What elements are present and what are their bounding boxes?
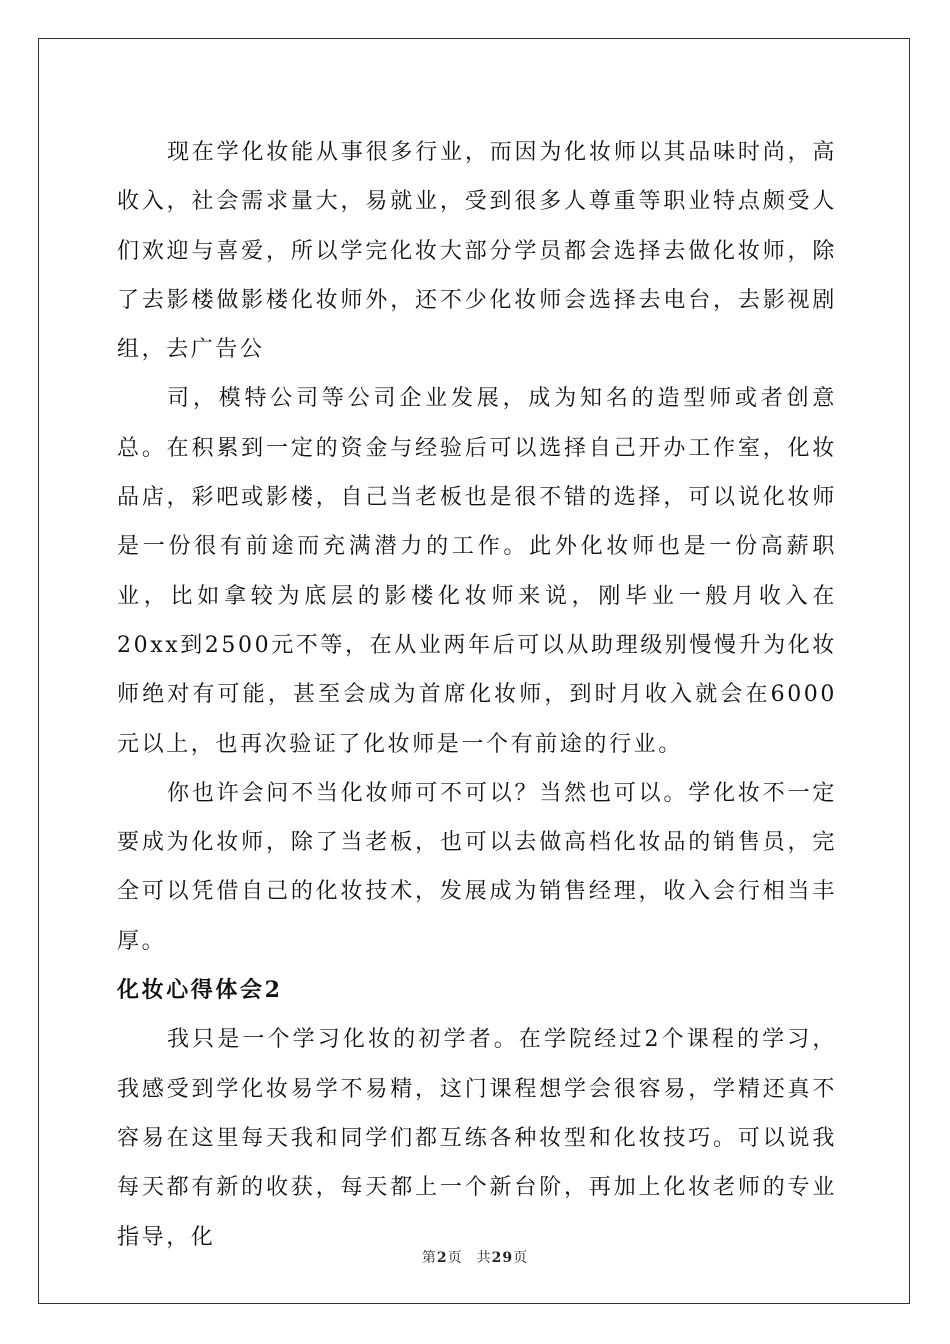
text-line: 在从业两年后可以从助理级别慢慢升为化妆师绝对有可能，甚至会成 <box>117 632 838 708</box>
paragraph-4 <box>117 1015 837 1261</box>
page-number: 2 <box>436 1250 448 1266</box>
paragraph-2 <box>117 374 837 768</box>
text-line: 为首席化妆师，到时月收入就会在6000元以上，也再次验证了化妆 <box>117 682 837 757</box>
text-line: 告公 <box>215 337 265 363</box>
text-line: 师是一个有前途的行业。 <box>412 731 683 757</box>
text-line: 感受到学化妆易学不易精，这门课程想学会很容易，学精还真不容易 <box>117 1076 837 1151</box>
paragraph-1 <box>117 128 837 374</box>
text-line: 以凭借自己的化妆技术，发展成为销售经理，收入会行相当丰厚。 <box>117 879 837 954</box>
text-line: 有新的收获，每天都上一个新台阶，再加上化妆老师的专业指导，化 <box>117 1175 837 1250</box>
text-line: 楼做影楼化妆师外，还不少化妆师会选择去电台，去影视剧组，去广 <box>117 287 837 363</box>
text-line: 迎与喜爱，所以学完化妆大部分学员都会选择去做化妆师，除了去影 <box>117 238 837 313</box>
text-line: 现在学化妆能从事很多行业，而因为化妆师以其品味时尚，高收 <box>117 140 837 215</box>
page-footer <box>0 1247 950 1267</box>
text-line: 我只是一个学习化妆的初学者。在学院经过2个课程的学习，我 <box>117 1027 837 1102</box>
total-pages: 29 <box>491 1250 514 1266</box>
section-heading: 化妆心得体会2 <box>117 977 283 1004</box>
text-line: 在积累到一定的资金与经验后可以选择自己开办工作室，化妆品店， <box>117 435 837 511</box>
text-line: 入，社会需求量大，易就业，受到很多人尊重等职业特点颇受人们欢 <box>117 189 837 264</box>
total-suffix: 页 <box>513 1250 529 1266</box>
text-line: 为底层的影楼化妆师来说，刚毕业一般月收入在20xx到2500元不等， <box>117 583 837 658</box>
text-line: 司，模特公司等公司企业发展，成为知名的造型师或者创意总。 <box>117 386 837 461</box>
text-line: 有前途而充满潜力的工作。此外化妆师也是一份高薪职业，比如拿较 <box>117 534 837 609</box>
text-line: 彩吧或影楼，自己当老板也是很不错的选择，可以说化妆师是一份很 <box>117 485 837 560</box>
page-prefix: 第 <box>421 1250 437 1266</box>
text-line: 你也许会问不当化妆师可不可以？当然也可以。学化妆不一定要 <box>117 780 837 856</box>
paragraph-3 <box>117 769 837 966</box>
document-body <box>117 128 837 1262</box>
total-prefix: 共 <box>476 1250 492 1266</box>
page-suffix: 页 <box>447 1250 463 1266</box>
text-line: 在这里每天我和同学们都互练各种妆型和化妆技巧。可以说我每天都 <box>117 1125 837 1201</box>
text-line: 成为化妆师，除了当老板，也可以去做高档化妆品的销售员，完全可 <box>117 830 837 905</box>
